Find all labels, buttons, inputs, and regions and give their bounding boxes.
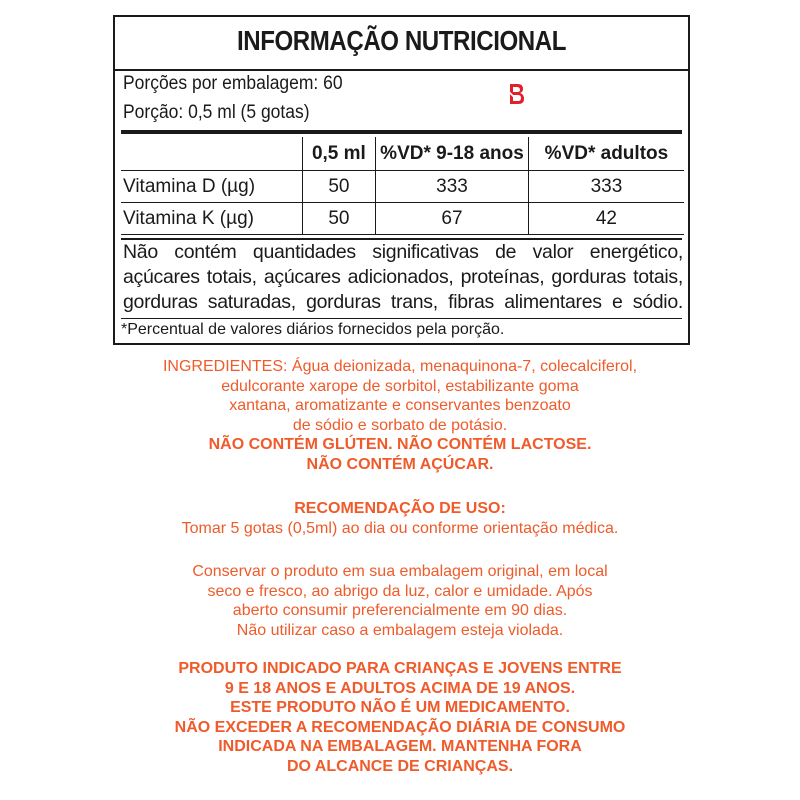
table-header-cell — [121, 137, 302, 171]
servings-per-package: Porções por embalagem: 60 — [123, 73, 343, 94]
divider — [115, 69, 688, 71]
ingredients-section — [0, 357, 800, 474]
warning-line: PRODUTO INDICADO PARA CRIANÇAS E JOVENS ENTRE — [178, 660, 622, 677]
allergen-statement: NÃO CONTÉM AÇÚCAR. — [306, 455, 494, 473]
not-contains-statement: Não contém quantidades significativas de valor energético, açúcares totais, açúcares adicionados, proteínas, gorduras totais, gorduras saturadas, gorduras trans, fibras alimentares e sódio. — [123, 241, 683, 313]
table-header-cell: 0,5 ml — [302, 137, 375, 171]
nutrient-vd-9-18: 333 — [376, 171, 529, 203]
nutrient-amount: 50 — [302, 203, 375, 235]
nutrition-facts-panel — [113, 15, 690, 345]
ingredients-line: INGREDIENTES: Água deionizada, menaquinona-7, colecalciferol, — [162, 358, 638, 375]
brand-logo-icon — [507, 82, 525, 106]
warning-line: ESTE PRODUTO NÃO É UM MEDICAMENTO. — [230, 699, 570, 716]
nutrient-vd-adults: 42 — [528, 203, 684, 235]
warning-line: DO ALCANCE DE CRIANÇAS. — [286, 757, 514, 775]
table-header-row — [121, 137, 684, 171]
table-header-cell: %VD* 9-18 anos — [376, 137, 529, 171]
nutrient-name: Vitamina D (µg) — [121, 171, 302, 203]
panel-title: INFORMAÇÃO NUTRICIONAL — [237, 25, 566, 56]
recommendation-heading: RECOMENDAÇÃO DE USO: — [294, 500, 506, 517]
storage-line: Conservar o produto em sua embalagem original, em local — [192, 563, 608, 580]
recommendation-section — [0, 499, 800, 538]
recommendation-text: Tomar 5 gotas (0,5ml) ao dia ou conforme orientação médica. — [181, 519, 619, 537]
serving-size: Porção: 0,5 ml (5 gotas) — [123, 102, 310, 123]
warning-section — [0, 659, 800, 776]
ingredients-line: xantana, aromatizante e conservantes benzoato — [229, 397, 571, 414]
warning-line: 9 E 18 ANOS E ADULTOS ACIMA DE 19 ANOS. — [224, 679, 576, 697]
storage-line: seco e fresco, ao abrigo da luz, calor e umidade. Após — [207, 582, 593, 600]
nutrient-vd-adults: 333 — [528, 171, 684, 203]
table-row — [121, 171, 684, 203]
nutrient-name: Vitamina K (µg) — [121, 203, 302, 235]
storage-section — [0, 562, 800, 640]
warning-line: NÃO EXCEDER A RECOMENDAÇÃO DIÁRIA DE CONSUMO — [174, 718, 626, 736]
divider-bold — [121, 130, 682, 134]
storage-line: Não utilizar caso a embalagem esteja violada. — [236, 621, 564, 639]
divider — [121, 318, 682, 319]
table-header-cell: %VD* adultos — [528, 137, 684, 171]
nutrient-amount: 50 — [302, 171, 375, 203]
nutrition-table — [121, 137, 684, 235]
warning-line: INDICADA NA EMBALAGEM. MANTENHA FORA — [218, 738, 582, 755]
table-row — [121, 203, 684, 235]
footnote: *Percentual de valores diários fornecidos pela porção. — [121, 321, 505, 338]
nutrient-vd-9-18: 67 — [376, 203, 529, 235]
ingredients-line: edulcorante xarope de sorbitol, estabilizante goma — [221, 377, 579, 395]
storage-line: aberto consumir preferencialmente em 90 dias. — [232, 602, 568, 619]
allergen-statement: NÃO CONTÉM GLÚTEN. NÃO CONTÉM LACTOSE. — [208, 436, 592, 453]
ingredients-line: de sódio e sorbato de potásio. — [292, 416, 508, 434]
